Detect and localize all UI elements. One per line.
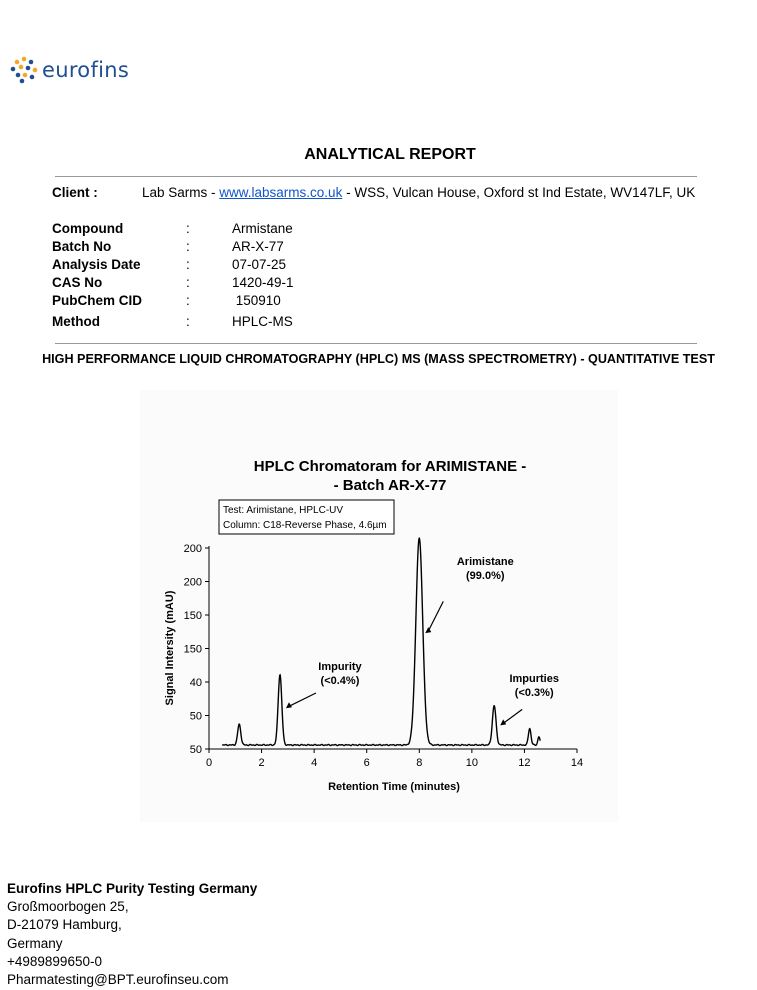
info-box-line-2: Column: C18-Reverse Phase, 4.6µm — [223, 520, 387, 531]
eurofins-dots-icon — [10, 56, 38, 84]
field-value: 150910 — [232, 293, 281, 308]
field-value: AR-X-77 — [232, 239, 284, 254]
footer-org-name: Eurofins HPLC Purity Testing Germany — [7, 881, 258, 896]
field-colon: : — [186, 293, 190, 308]
field-colon: : — [186, 221, 190, 236]
x-tick-label: 8 — [416, 757, 423, 769]
field-colon: : — [186, 275, 190, 290]
chromatogram-chart — [140, 390, 618, 822]
field-label: PubChem CID — [52, 293, 143, 308]
x-tick-label: 14 — [570, 757, 584, 769]
field-colon: : — [186, 257, 190, 272]
field-label: Analysis Date — [52, 257, 141, 272]
footer-email: Pharmatesting@BPT.eurofinseu.com — [7, 972, 229, 988]
field-value: HPLC-MS — [232, 314, 293, 329]
field-colon: : — [186, 239, 190, 254]
client-line — [52, 185, 695, 200]
x-tick-label: 4 — [311, 757, 318, 769]
chart-title-line-2: - Batch AR-X-77 — [333, 477, 447, 494]
x-tick-label: 10 — [465, 757, 478, 769]
test-subtitle: HIGH PERFORMANCE LIQUID CHROMATOGRAPHY (HPLC) MS (MASS SPECTROMETRY) - QUANTITATIVE TEST — [42, 352, 715, 366]
annotation-arrow — [428, 601, 443, 631]
y-axis-label: Signal Intersity (mAU) — [164, 590, 176, 706]
annotation-text: (<0.3%) — [514, 686, 554, 699]
field-value: 07-07-25 — [232, 257, 287, 272]
y-tick-label: 200 — [183, 543, 202, 555]
x-tick-label: 6 — [363, 757, 370, 769]
field-label: Method — [52, 314, 100, 329]
footer-line: Großmoorbogen 25, — [7, 899, 129, 915]
footer-line: D-21079 Hamburg, — [7, 917, 122, 933]
chromatogram-svg — [140, 390, 618, 822]
field-label: Batch No — [52, 239, 112, 254]
y-tick-label: 50 — [189, 744, 202, 756]
y-tick-label: 50 — [189, 710, 202, 723]
client-website-link[interactable]: www.labsarms.co.uk — [219, 185, 343, 200]
field-value: Armistane — [232, 221, 293, 236]
x-axis-label: Retention Time (minutes) — [328, 781, 460, 793]
annotation-text: Impurties — [509, 672, 559, 685]
field-label: Compound — [52, 221, 124, 236]
client-name: Lab Sarms - — [142, 185, 220, 200]
y-tick-label: 200 — [183, 576, 202, 589]
peak-annotation — [500, 673, 559, 726]
y-tick-label: 150 — [183, 643, 202, 656]
x-tick-label: 0 — [205, 757, 213, 769]
x-tick-label: 2 — [258, 757, 265, 769]
annotation-arrow — [503, 709, 522, 723]
footer-address — [7, 880, 257, 989]
field-value: 1420-49-1 — [232, 275, 294, 290]
divider-top — [55, 176, 697, 177]
x-tick-label: 12 — [518, 757, 531, 769]
annotation-text: Arimistane — [456, 556, 514, 569]
report-title: ANALYTICAL REPORT — [304, 146, 476, 163]
peak-annotation — [425, 556, 513, 633]
annotation-arrow — [289, 693, 316, 706]
annotation-text: (99.0%) — [466, 570, 505, 583]
client-address: - WSS, Vulcan House, Oxford st Ind Estate, WV147LF, UK — [342, 185, 696, 200]
field-label: CAS No — [52, 275, 103, 290]
y-tick-label: 150 — [183, 610, 202, 622]
eurofins-logo — [10, 56, 129, 84]
peak-annotation — [286, 661, 363, 708]
field-colon: : — [186, 314, 190, 329]
footer-line: Germany — [7, 935, 63, 951]
divider-bottom — [55, 343, 697, 344]
client-label: Client : — [52, 185, 98, 200]
annotation-text: Impurity — [318, 660, 362, 673]
info-box-line-1: Test: Arimistane, HPLC-UV — [223, 505, 344, 516]
annotation-text: (<0.4%) — [320, 674, 360, 687]
y-tick-label: 40 — [189, 677, 202, 689]
logo-text: eurofins — [42, 58, 130, 82]
chart-title-line-1: HPLC Chromatoram for ARIMISTANE - — [253, 458, 527, 475]
footer-phone: +4989899650-0 — [7, 953, 102, 969]
